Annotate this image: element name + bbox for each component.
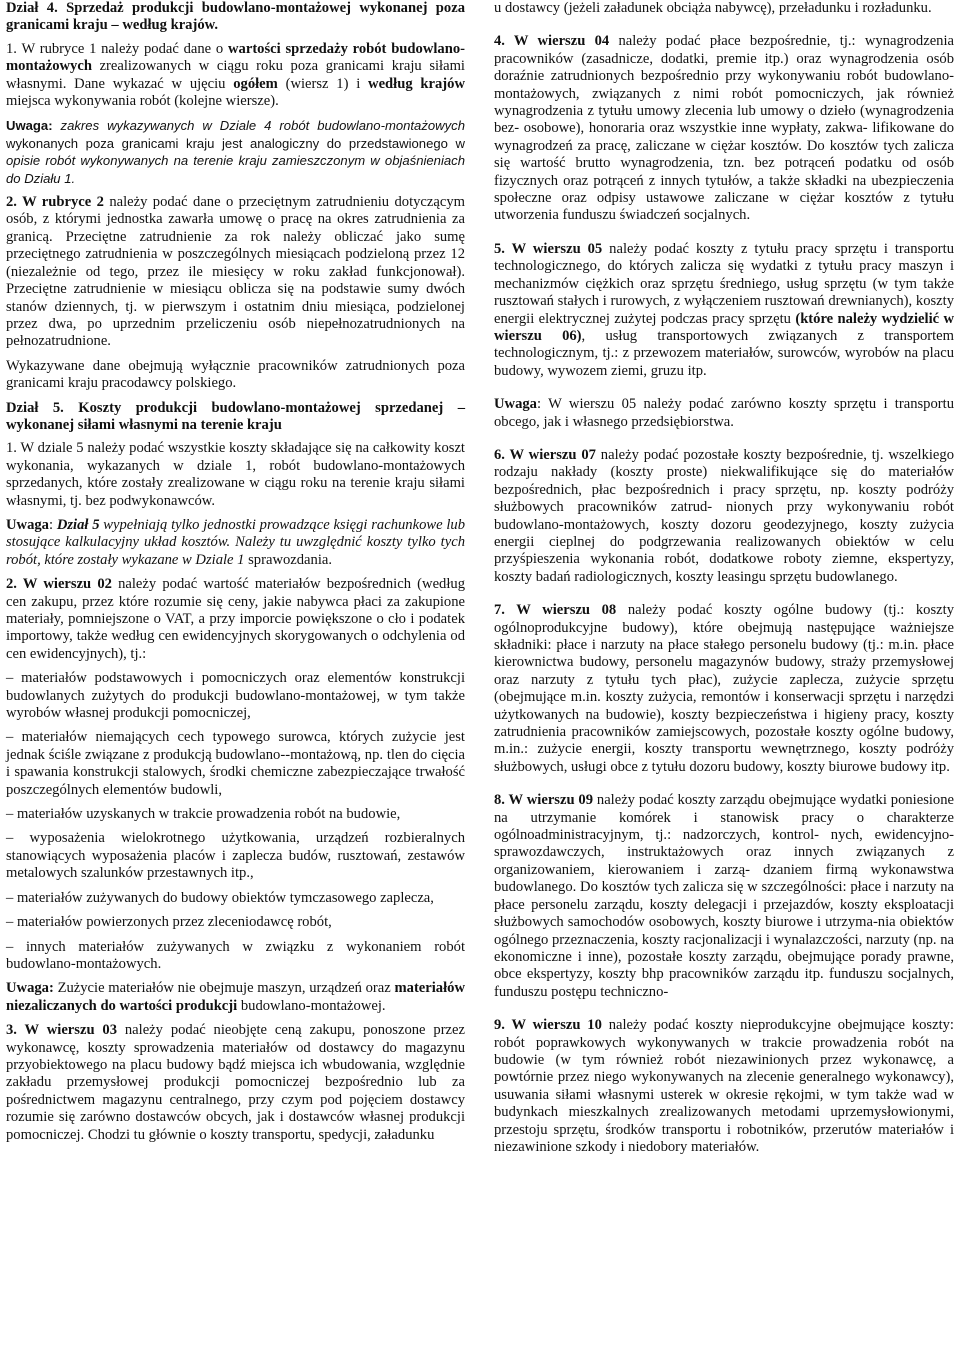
text: budowlano-montażowej.	[237, 997, 386, 1014]
text: : W wierszu 05 należy podać zarówno koszty sprzętu i transportu obcego, jak i własnego przedsiębiorstwa.	[494, 396, 954, 430]
paragraph-5-3	[6, 1022, 465, 1144]
paragraph-4-1-uwaga	[6, 117, 465, 187]
paragraph-5-8	[494, 792, 954, 1001]
text: należy podać dane o przeciętnym zatrudnieniu dotyczącym osób, z którymi jednostka zawarła umowę o pracę na okres zatrudnienia za granicą. Przeciętne zatrudnienie za rok należy obliczać jako sumę przeciętnego zatrudnienia w poszczególnych miesiącach podzieloną przez 12 (niezależnie od tego, przez ile miesięcy w roku zakład funkcjonował). Przeciętne zatrudnienie w miesiącu oblicza się na podstawie sumy dwóch stanów dziennych, tj. w pierwszym i ostatnim dniu miesiąca, podzielonej przez dwa, po uprzednim przeliczeniu osób niepełnozatrudnionych na pełnozatrudnione.	[6, 194, 465, 350]
paragraph-5-5	[494, 241, 954, 380]
list-item: – materiałów zużywanych do budowy obiektów tymczasowego zaplecza,	[6, 889, 434, 906]
continuation-text: u dostawcy (jeżeli załadunek obciąża nabywcę), przeładunku i rozładunku.	[494, 0, 932, 16]
paragraph-4-2	[6, 194, 465, 351]
text-bold: 5. W wierszu 05	[494, 240, 603, 257]
uwaga-label: Uwaga	[6, 516, 49, 533]
text: należy podać koszty ogólne budowy (tj.: koszty ogólnoprodukcyjne budowy), które obejmują następujące ważniejsze składniki: płace i narzuty na płace stałego personelu budowy (tj.: m.in. płace kierownictwa budowy, personelu magazynów budowy, straży przemysłowej oraz narzuty z tytułu tych płac), zużycie zaplecza, zużycie sprzętu (obejmujące m.in. koszty zużycia, remontów i konserwacji sprzętu i narzędzi użytkowanych na budowie), koszty bezpieczeństwa i higieny pracy, koszty zatrudnienia pracowników zamiejscowych, pozostałe koszty ogólne budowy, m.in.: zużycie energii, koszty transportu wewnętrznego, koszty podróży służbowych, usługi obce z tytułu dozoru budowy, koszty biurowe budowy itp.	[494, 602, 954, 775]
text-bold: 7. W wierszu 08	[494, 602, 617, 619]
paragraph-4-2b: Wykazywane dane obejmują wyłącznie pracowników zatrudnionych poza granicami kraju pracodawcy polskiego.	[6, 357, 465, 392]
paragraph-5-2	[6, 576, 465, 663]
text-bold-italic: Dział 5	[56, 516, 100, 533]
text: miejsca wykonywania robót (kolejne wiersze).	[6, 93, 279, 110]
text-bold: 3. W wierszu 03	[6, 1022, 118, 1039]
text-bold: 2. W wierszu 02	[6, 576, 112, 593]
materials-list	[6, 670, 465, 973]
paragraph-5-uwaga-2	[6, 980, 465, 1015]
uwaga-label: Uwaga:	[6, 980, 54, 997]
text: należy podać nieobjęte ceną zakupu, ponoszone przez wykonawcę, koszty sprowadzenia materiałów od dostawcy do magazynu przyobiektowego na placu budowy bądź miejsca ich wbudowania, względnie zakładu przemysłowej produkcji pomocniczej bezpośrednio lub za pośrednictwem magazynu centralnego, przy czym pod pojęciem dostawcy rozumie się zarówno dostawców obcych, jak i dostawców własnej produkcji pomocniczej. Chodzi tu głównie o koszty transportu, spedycji, załadunku	[6, 1022, 465, 1143]
paragraph-5-9	[494, 1017, 954, 1156]
list-item: – materiałów niemających cech typowego surowca, których zużycie jest jednak ściśle związane z produkcją budowlano--montażową, np. tlen do cięcia i spawania konstrukcji stalowych, środki chemiczne zabezpieczające trwałość poszczególnych elementów budowli,	[6, 729, 465, 798]
text: 1. W rubryce 1 należy podać dane o	[6, 40, 228, 57]
text: sprawozdania.	[244, 551, 333, 568]
text-bold: ogółem	[233, 75, 278, 92]
right-column	[494, 0, 954, 1163]
list-item: – materiałów powierzonych przez zleceniodawcę robót,	[6, 914, 332, 931]
paragraph-5-5-uwaga	[494, 396, 954, 431]
paragraph-5-uwaga	[6, 517, 465, 569]
text: Zużycie materiałów nie obejmuje maszyn, urządzeń oraz	[53, 980, 395, 997]
text: należy podać koszty zarządu obejmujące wydatki poniesione na utrzymanie komórek i stanowisk pracy o charakterze ogólnoadministracyjnym, tj.: nadzorczych, kontrol- nych, ewidencyjno-sprawozdawczych, instruktażowych oraz innych związanych z organizowaniem, kierowaniem i zarzą- dzaniem firmą wykonawstwa budowlanego. Do kosztów tych zalicza się w szczególności: płace i narzuty na płace personelu zarządu, koszty delegacji i przejazdów, koszty eksploatacji służbowych samochodów osobowych, koszty biurowe i utrzyma-nia obiektów ogólnego przeznaczenia, koszty racjonalizacji i wynalazczości, narzuty (np. na ekonomiczne i inne), pozostałe koszty zarządu, obejmujące porady prawne, obce ekspertyzy, koszty bhp pracowników zarządu itp.	[494, 792, 954, 983]
text-bold: 4. W wierszu 04	[494, 33, 610, 50]
list-item: – wyposażenia wielokrotnego użytkowania, urządzeń rozbieralnych stanowiących wyposażenia placów i zaplecza budów, rusztowań, zestawów metalowych szalunków przestawnych itp.,	[6, 830, 465, 882]
text: (wiersz 1) i	[277, 75, 369, 92]
list-item: – innych materiałów zużywanych w związku z wykonaniem robót budowlano-montażowych.	[6, 938, 465, 972]
text: funduszu socjalnych, funduszu postępu techniczno-	[494, 966, 954, 1000]
paragraph-5-6	[494, 447, 954, 586]
text-bold: 8. W wierszu 09	[494, 792, 594, 809]
text-bold: 2. W rubryce 2	[6, 194, 104, 211]
left-column	[6, 0, 465, 1151]
text: należy podać wartość materiałów bezpośrednich (według cen zakupu, przez które rozumie się ceny, jakie nabywca płaci za zakupione materiały, pomniejszone o VAT, a przy imporcie powiększone o cło i podatek importowy, także według cen ewidencyjnych skorygowanych o odchylenia od cen ewidencyjnych), tj.:	[6, 576, 466, 662]
text-italic: opisie robót wykonywanych na terenie kraju zamieszczonym w objaśnieniach do Działu 1.	[6, 153, 465, 186]
text-bold: materiałów niezaliczanych do wartości produkcji	[6, 980, 465, 1014]
paragraph-4-1	[6, 41, 465, 111]
text-italic: zakres wykazywanych w Dziale 4 robót budowlano-montażowych	[52, 118, 465, 134]
text: 1. W dziale 5 należy podać wszystkie koszty składające się na całkowity koszt wykonania, wykazanych w dziale 1, robót budowlano-montażowych sprzedanych, które zostały zrealizowane w ciągu roku na terenie kraju siłami własnymi, tj.	[6, 440, 465, 509]
section-4-title: Dział 4. Sprzedaż produkcji budowlano-montażowej wykonanej poza granicami kraju – według krajów.	[6, 0, 465, 34]
text: zrealizowanych w ciągu roku poza granicami kraju siłami własnymi. Dane wykazać w ujęciu	[6, 58, 465, 92]
list-item: – materiałów uzyskanych w trakcie prowadzenia robót na budowie,	[6, 806, 401, 823]
text-bold: według krajów	[368, 75, 465, 92]
text-italic: wypełniają tylko jednostki prowadzące księgi rachunkowe lub stosujące kalkulacyjny układ kosztów. Należy tu uwzględnić koszty tylko tych robót, które zostały wykazane w Dziale 1	[6, 516, 466, 568]
text: wykonanych poza granicami kraju jest analogiczny do przedstawionego w	[6, 135, 465, 151]
text-bold: (które należy wydzielić w wierszu 06)	[494, 310, 954, 344]
text: należy podać płace bezpośrednie, tj.: wynagrodzenia pracowników (zasadnicze, dodatki, premie itp.) oraz wynagrodzenia osób doraźnie zatrudnionych bezpośrednio przy wykonywaniu robót budowlano-montażowych, związanych z nimi robót pomocniczych, jak również wynagrodzenia z tytułu umowy zlecenia lub umowy o dzieło (wynagrodzenia bez- osobowe), honoraria oraz wszystkie inne wypłaty, zakwa- lifikowane do wynagrodzeń za pracę, zaliczane w ciężar kosztów. Do kosztów tych zalicza się wartość brutto wynagrodzenia, tzn. bez potrąceń podatku od osób fizycznych oraz potrąceń z innych tytułów, a także składki na ubezpieczenia społeczne oraz odpisy ustawowe zaliczane w ciężar kosztów z tytułu utworzenia funduszu świadczeń socjalnych.	[494, 33, 954, 224]
text: należy podać koszty nieprodukcyjne obejmujące koszty: robót poprawkowych wykonywanych w trakcie prowadzenia robót na budowie (w tym również robót niezawinionych przez wykonawcę, a powtórnie przez niego wykonywanych na zlecenie generalnego wykonawcy), usuwania siłami własnymi usterek w okresie rękojmi, w tym także wad w budynkach mieszkalnych zrealizowanych metodami uprzemysłowionymi, przestoju sprzętu, środków transportu i robotników, przerutów materiałów i niezawinione szkody i niedobory materiałów.	[494, 1017, 954, 1155]
paragraph-5-4	[494, 33, 954, 224]
list-item: – materiałów podstawowych i pomocniczych oraz elementów konstrukcji budowlanych zużytych do produkcji budowlano-montażowej, w tym także wyrobów własnej produkcji pomocniczej,	[6, 670, 465, 722]
section-5-title: Dział 5. Koszty produkcji budowlano-montażowej sprzedanej – wykonanej siłami własnymi na terenie kraju	[6, 399, 465, 433]
text: należy podać koszty z tytułu pracy sprzętu i transportu technologicznego, do których zalicza się wydatki z tytułu pracy maszyn i mechanizmów ciężkich oraz sprzętu średniego, usług sprzętu (w tym także rusztowań stałych i rurowych, z wyłączeniem rusztowań drewnianych), koszty energii elektrycznej zużytej podczas pracy sprzętu	[494, 240, 954, 327]
text: , usług transportowych związanych z transportem technologicznym, tj.: z przewozem materiałów, surowców, wyrobów na placu budowy, wywozem ziemi, gruzu itp.	[494, 327, 954, 379]
paragraph-5-1	[6, 440, 465, 510]
uwaga-label: Uwaga:	[6, 118, 53, 134]
text-bold: wartości sprzedaży robót budowlano-montażowych	[6, 40, 466, 75]
paragraph-5-7	[494, 602, 954, 776]
text-bold: 9. W wierszu 10	[494, 1017, 602, 1034]
uwaga-label: Uwaga	[494, 396, 537, 413]
text: należy podać pozostałe koszty bezpośrednie, tj. wszelkiego rodzaju nakłady (koszty proste) niekwalifikujące się do materiałów bezpośrednich, płac bezpośrednich i pracy sprzętu, np. koszty podróży służbowych pracowników zatrud- nionych przy wykonywaniu robót budowlano-montażowych, koszty dozoru geodezyjnego, koszty zużycia energii cieplnej do podgrzewania realizowanych obiektów w celu przyśpieszenia wykonania robót, dodatkowe roboty ziemne, ekspertyzy, koszty badań radiologicznych, koszty leasingu sprzętu budowlanego.	[494, 446, 954, 585]
text-bold: 6. W wierszu 07	[494, 446, 596, 463]
text: bez podwykonawców.	[85, 492, 216, 509]
text: :	[48, 516, 57, 533]
